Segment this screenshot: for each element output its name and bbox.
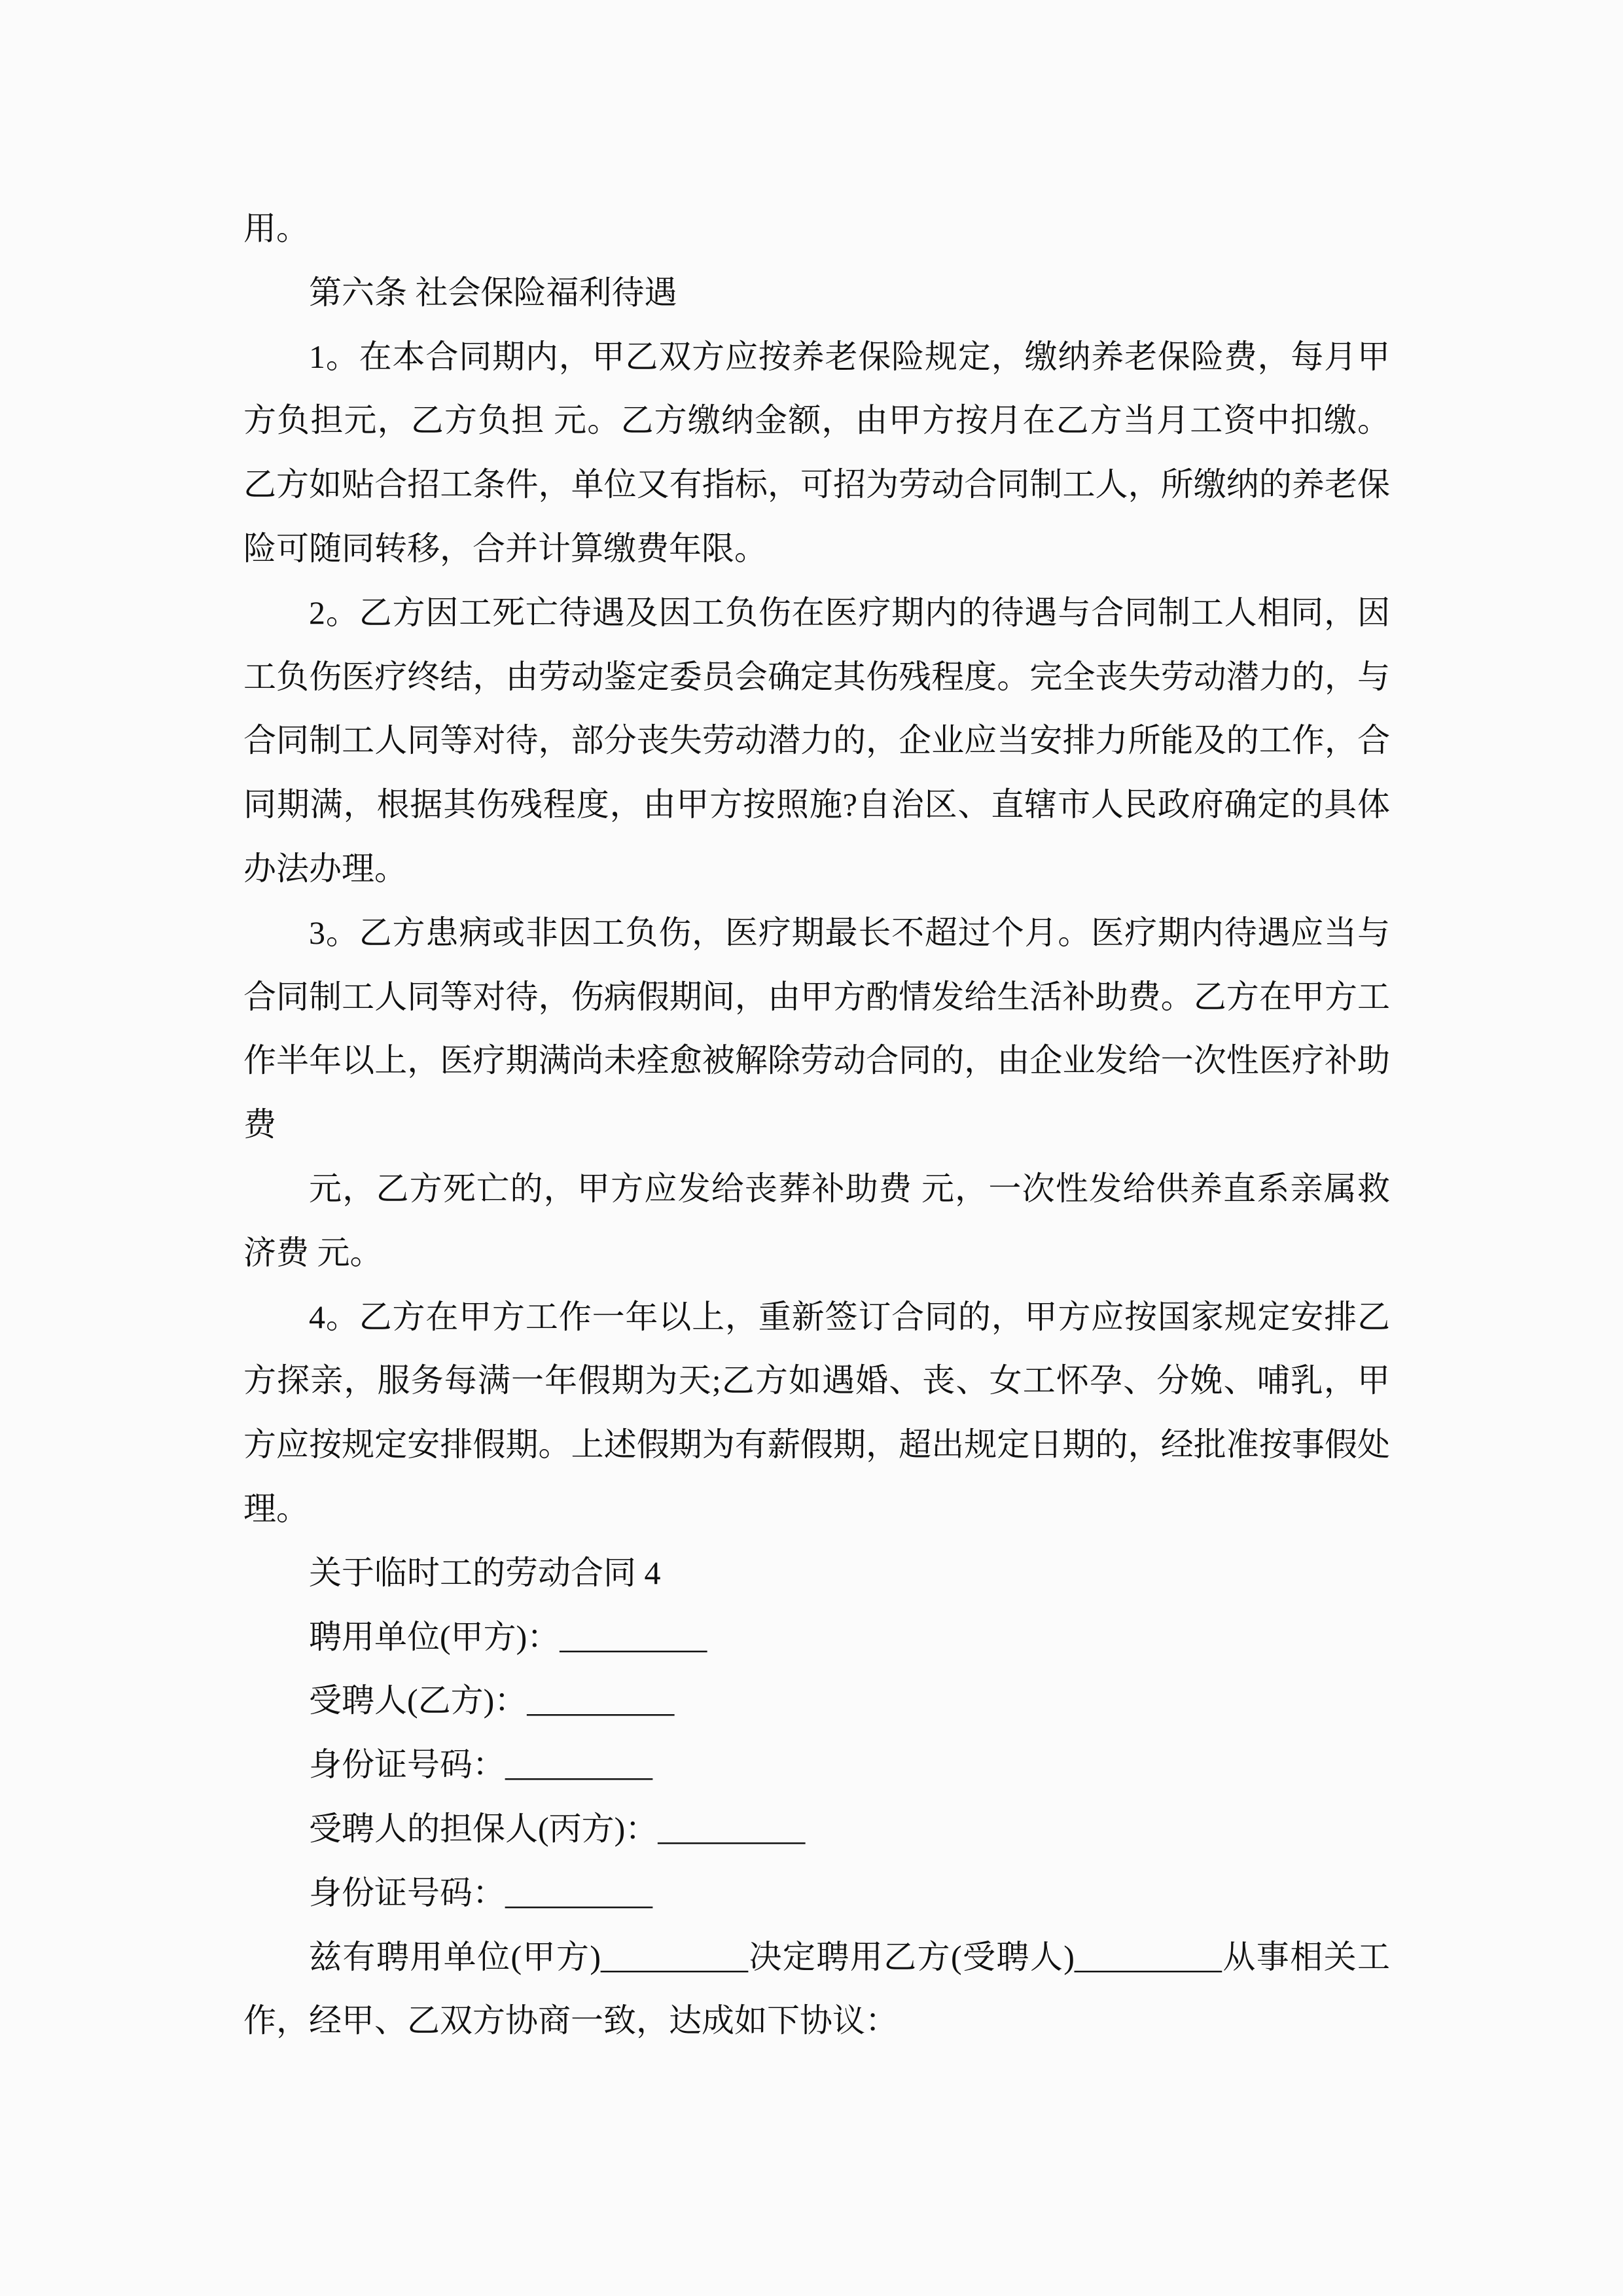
text-line-continuation: 用。	[243, 210, 309, 247]
field-employer-party-a: 聘用单位(甲方)：_________	[309, 1618, 707, 1655]
contract-title: 关于临时工的劳动合同 4	[309, 1554, 661, 1591]
clause-1-line-3: 乙方如贴合招工条件，单位又有指标，可招为劳动合同制工人，所缴纳的养老保	[243, 466, 1390, 503]
clause-2-line-5: 办法办理。	[243, 850, 407, 887]
clause-2-line-4: 同期满，根据其伤残程度，由甲方按照施?自治区、直辖市人民政府确定的具体	[243, 786, 1390, 823]
field-id-number-2: 身份证号码：_________	[309, 1874, 652, 1911]
clause-3-line-1: 3。乙方患病或非因工负伤，医疗期最长不超过个月。医疗期内待遇应当与	[309, 914, 1390, 951]
clause-2-line-1: 2。乙方因工死亡待遇及因工负伤在医疗期内的待遇与合同制工人相同，因	[309, 594, 1390, 631]
clause-4-line-1: 4。乙方在甲方工作一年以上，重新签订合同的，甲方应按国家规定安排乙	[309, 1298, 1390, 1335]
field-employee-party-b: 受聘人(乙方)：_________	[309, 1682, 675, 1719]
field-guarantor-party-c: 受聘人的担保人(丙方)：_________	[309, 1810, 806, 1847]
clause-1-line-4: 险可随同转移，合并计算缴费年限。	[243, 529, 767, 567]
contract-text-block	[243, 197, 1390, 2053]
clause-3-line-6: 济费 元。	[243, 1234, 383, 1271]
section-heading: 第六条 社会保险福利待遇	[309, 274, 677, 311]
clause-4-line-4: 理。	[243, 1490, 309, 1527]
clause-1-line-2: 方负担元，乙方负担 元。乙方缴纳金额，由甲方按月在乙方当月工资中扣缴。	[243, 402, 1390, 439]
clause-2-line-2: 工负伤医疗终结，由劳动鉴定委员会确定其伤残程度。完全丧失劳动潜力的，与	[243, 658, 1390, 695]
clause-4-line-3: 方应按规定安排假期。上述假期为有薪假期，超出规定日期的，经批准按事假处	[243, 1426, 1390, 1463]
clause-3-line-2: 合同制工人同等对待，伤病假期间，由甲方酌情发给生活补助费。乙方在甲方工	[243, 978, 1390, 1015]
clause-1-line-1: 1。在本合同期内，甲乙双方应按养老保险规定，缴纳养老保险费，每月甲	[309, 338, 1390, 375]
field-id-number-1: 身份证号码：_________	[309, 1746, 652, 1784]
clause-4-line-2: 方探亲，服务每满一年假期为天;乙方如遇婚、丧、女工怀孕、分娩、哺乳，甲	[243, 1362, 1390, 1399]
clause-2-line-3: 合同制工人同等对待，部分丧失劳动潜力的，企业应当安排力所能及的工作，合	[243, 722, 1390, 759]
preamble-line-2: 作，经甲、乙双方协商一致，达成如下协议：	[243, 2002, 898, 2039]
clause-3-line-4: 费	[243, 1106, 276, 1143]
clause-3-line-3: 作半年以上，医疗期满尚未痊愈被解除劳动合同的，由企业发给一次性医疗补助	[243, 1042, 1390, 1079]
preamble-line-1: 兹有聘用单位(甲方)_________决定聘用乙方(受聘人)_________从事相关工	[309, 1938, 1390, 1975]
clause-3-line-5: 元，乙方死亡的，甲方应发给丧葬补助费 元，一次性发给供养直系亲属救	[309, 1170, 1390, 1207]
